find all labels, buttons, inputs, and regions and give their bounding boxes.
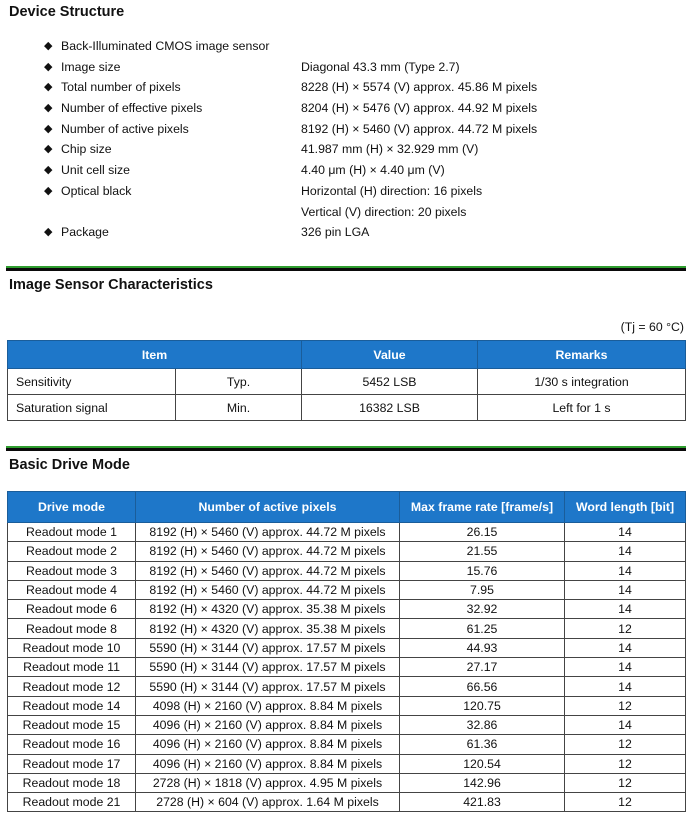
cell-active-pixels: 4096 (H) × 2160 (V) approx. 8.84 M pixels [136,715,400,734]
drive-mode-row [8,658,686,677]
cell-item: Saturation signal [8,395,176,421]
drive-mode-row [8,715,686,734]
cell-drive-mode: Readout mode 10 [8,638,136,657]
cell-drive-mode: Readout mode 2 [8,542,136,561]
header-word-length: Word length [bit] [565,492,686,523]
cell-max-frame-rate: 66.56 [400,677,565,696]
spec-label-text: Package [61,225,109,240]
cell-active-pixels: 5590 (H) × 3144 (V) approx. 17.57 M pixels [136,638,400,657]
device-structure-title: Device Structure [9,4,125,20]
spec-label-text: Total number of pixels [61,80,181,95]
diamond-bullet-icon: ◆ [44,122,53,135]
cell-word-length: 14 [565,677,686,696]
spec-row [44,77,604,98]
cell-word-length: 14 [565,523,686,542]
cell-active-pixels: 5590 (H) × 3144 (V) approx. 17.57 M pixels [136,658,400,677]
diamond-bullet-icon: ◆ [44,102,53,115]
spec-label [44,202,301,223]
spec-row [44,160,604,181]
cell-drive-mode: Readout mode 8 [8,619,136,638]
spec-label [44,181,301,202]
image-sensor-characteristics-title: Image Sensor Characteristics [9,277,213,293]
cell-drive-mode: Readout mode 12 [8,677,136,696]
cell-active-pixels: 4098 (H) × 2160 (V) approx. 8.84 M pixels [136,696,400,715]
drive-mode-table [7,491,686,812]
cell-value: 16382 LSB [302,395,478,421]
spec-row [44,119,604,140]
cell-max-frame-rate: 27.17 [400,658,565,677]
header-value: Value [302,341,478,369]
spec-value: Horizontal (H) direction: 16 pixels [301,183,483,198]
spec-row [44,98,604,119]
header-max-frame-rate: Max frame rate [frame/s] [400,492,565,523]
cell-remarks: 1/30 s integration [478,369,686,395]
cell-active-pixels: 2728 (H) × 1818 (V) approx. 4.95 M pixels [136,773,400,792]
device-structure-list [44,36,604,243]
spec-value: 8192 (H) × 5460 (V) approx. 44.72 M pixels [301,121,538,136]
cell-item: Sensitivity [8,369,176,395]
drive-mode-row [8,638,686,657]
cell-condition: Typ. [176,369,302,395]
cell-drive-mode: Readout mode 3 [8,561,136,580]
cell-drive-mode: Readout mode 4 [8,580,136,599]
cell-max-frame-rate: 21.55 [400,542,565,561]
spec-row [44,181,604,202]
spec-value: 41.987 mm (H) × 32.929 mm (V) [301,142,479,157]
cell-max-frame-rate: 15.76 [400,561,565,580]
cell-max-frame-rate: 44.93 [400,638,565,657]
cell-max-frame-rate: 61.25 [400,619,565,638]
cell-drive-mode: Readout mode 15 [8,715,136,734]
spec-value: 4.40 μm (H) × 4.40 μm (V) [301,163,445,178]
header-item: Item [8,341,302,369]
diamond-bullet-icon: ◆ [44,226,53,239]
cell-max-frame-rate: 120.75 [400,696,565,715]
cell-remarks: Left for 1 s [478,395,686,421]
cell-word-length: 14 [565,600,686,619]
spec-label-text: Chip size [61,142,112,157]
cell-drive-mode: Readout mode 14 [8,696,136,715]
spec-row [44,139,604,160]
cell-word-length: 12 [565,696,686,715]
cell-drive-mode: Readout mode 16 [8,735,136,754]
temperature-note: (Tj = 60 °C) [620,320,684,334]
cell-max-frame-rate: 421.83 [400,793,565,812]
spec-label [44,77,301,98]
cell-drive-mode: Readout mode 6 [8,600,136,619]
cell-active-pixels: 8192 (H) × 5460 (V) approx. 44.72 M pixels [136,580,400,599]
diamond-bullet-icon: ◆ [44,164,53,177]
spec-label-text: Back-Illuminated CMOS image sensor [61,39,270,53]
drive-mode-row [8,542,686,561]
section-separator [6,266,686,271]
drive-mode-row [8,619,686,638]
diamond-bullet-icon: ◆ [44,81,53,94]
drive-mode-row [8,580,686,599]
spec-label-text: Number of active pixels [61,121,189,136]
diamond-bullet-icon: ◆ [44,143,53,156]
cell-active-pixels: 4096 (H) × 2160 (V) approx. 8.84 M pixels [136,735,400,754]
cell-drive-mode: Readout mode 21 [8,793,136,812]
drive-mode-row [8,561,686,580]
cell-word-length: 14 [565,561,686,580]
spec-label-text: Unit cell size [61,163,131,178]
spec-label [44,36,301,57]
spec-label [44,139,301,160]
cell-word-length: 12 [565,793,686,812]
cell-word-length: 12 [565,773,686,792]
cell-drive-mode: Readout mode 18 [8,773,136,792]
cell-active-pixels: 4096 (H) × 2160 (V) approx. 8.84 M pixels [136,754,400,773]
characteristics-row [8,395,686,421]
cell-max-frame-rate: 32.92 [400,600,565,619]
diamond-bullet-icon: ◆ [44,60,53,73]
spec-value: 326 pin LGA [301,225,370,240]
cell-max-frame-rate: 120.54 [400,754,565,773]
cell-value: 5452 LSB [302,369,478,395]
cell-drive-mode: Readout mode 17 [8,754,136,773]
spec-value: Vertical (V) direction: 20 pixels [301,204,467,219]
characteristics-table [7,340,686,421]
header-drive-mode: Drive mode [8,492,136,523]
drive-mode-row [8,773,686,792]
spec-label [44,119,301,140]
cell-condition: Min. [176,395,302,421]
cell-max-frame-rate: 26.15 [400,523,565,542]
spec-row [44,222,604,243]
cell-active-pixels: 8192 (H) × 5460 (V) approx. 44.72 M pixels [136,523,400,542]
cell-word-length: 14 [565,715,686,734]
cell-word-length: 14 [565,638,686,657]
cell-word-length: 14 [565,542,686,561]
drive-mode-row [8,600,686,619]
diamond-bullet-icon: ◆ [44,40,53,52]
drive-mode-row [8,677,686,696]
spec-row [44,57,604,78]
spec-value: Diagonal 43.3 mm (Type 2.7) [301,59,460,74]
drive-mode-row [8,735,686,754]
characteristics-row [8,369,686,395]
drive-mode-row [8,793,686,812]
drive-mode-row [8,754,686,773]
cell-active-pixels: 5590 (H) × 3144 (V) approx. 17.57 M pixels [136,677,400,696]
cell-active-pixels: 8192 (H) × 5460 (V) approx. 44.72 M pixels [136,542,400,561]
spec-label-text: Image size [61,59,121,74]
diamond-bullet-icon: ◆ [44,184,53,197]
cell-word-length: 12 [565,619,686,638]
cell-active-pixels: 8192 (H) × 4320 (V) approx. 35.38 M pixels [136,619,400,638]
spec-label-text: Number of effective pixels [61,101,203,116]
drive-mode-row [8,696,686,715]
drive-mode-header-row [8,492,686,523]
cell-drive-mode: Readout mode 11 [8,658,136,677]
cell-word-length: 12 [565,735,686,754]
spec-label-text: Optical black [61,183,132,198]
spec-label [44,222,301,243]
spec-label [44,98,301,119]
spec-label [44,57,301,78]
cell-active-pixels: 2728 (H) × 604 (V) approx. 1.64 M pixels [136,793,400,812]
spec-label [44,160,301,181]
characteristics-header-row [8,341,686,369]
spec-value: 8228 (H) × 5574 (V) approx. 45.86 M pixels [301,80,538,95]
cell-word-length: 14 [565,580,686,599]
spec-value: 8204 (H) × 5476 (V) approx. 44.92 M pixels [301,101,538,116]
spec-row [44,36,604,57]
basic-drive-mode-title: Basic Drive Mode [9,457,130,473]
section-separator [6,446,686,451]
spec-row [44,202,604,223]
header-remarks: Remarks [478,341,686,369]
cell-max-frame-rate: 7.95 [400,580,565,599]
header-active-pixels: Number of active pixels [136,492,400,523]
cell-max-frame-rate: 32.86 [400,715,565,734]
cell-active-pixels: 8192 (H) × 4320 (V) approx. 35.38 M pixels [136,600,400,619]
cell-active-pixels: 8192 (H) × 5460 (V) approx. 44.72 M pixels [136,561,400,580]
cell-max-frame-rate: 61.36 [400,735,565,754]
cell-max-frame-rate: 142.96 [400,773,565,792]
drive-mode-row [8,523,686,542]
cell-word-length: 14 [565,658,686,677]
cell-drive-mode: Readout mode 1 [8,523,136,542]
cell-word-length: 12 [565,754,686,773]
